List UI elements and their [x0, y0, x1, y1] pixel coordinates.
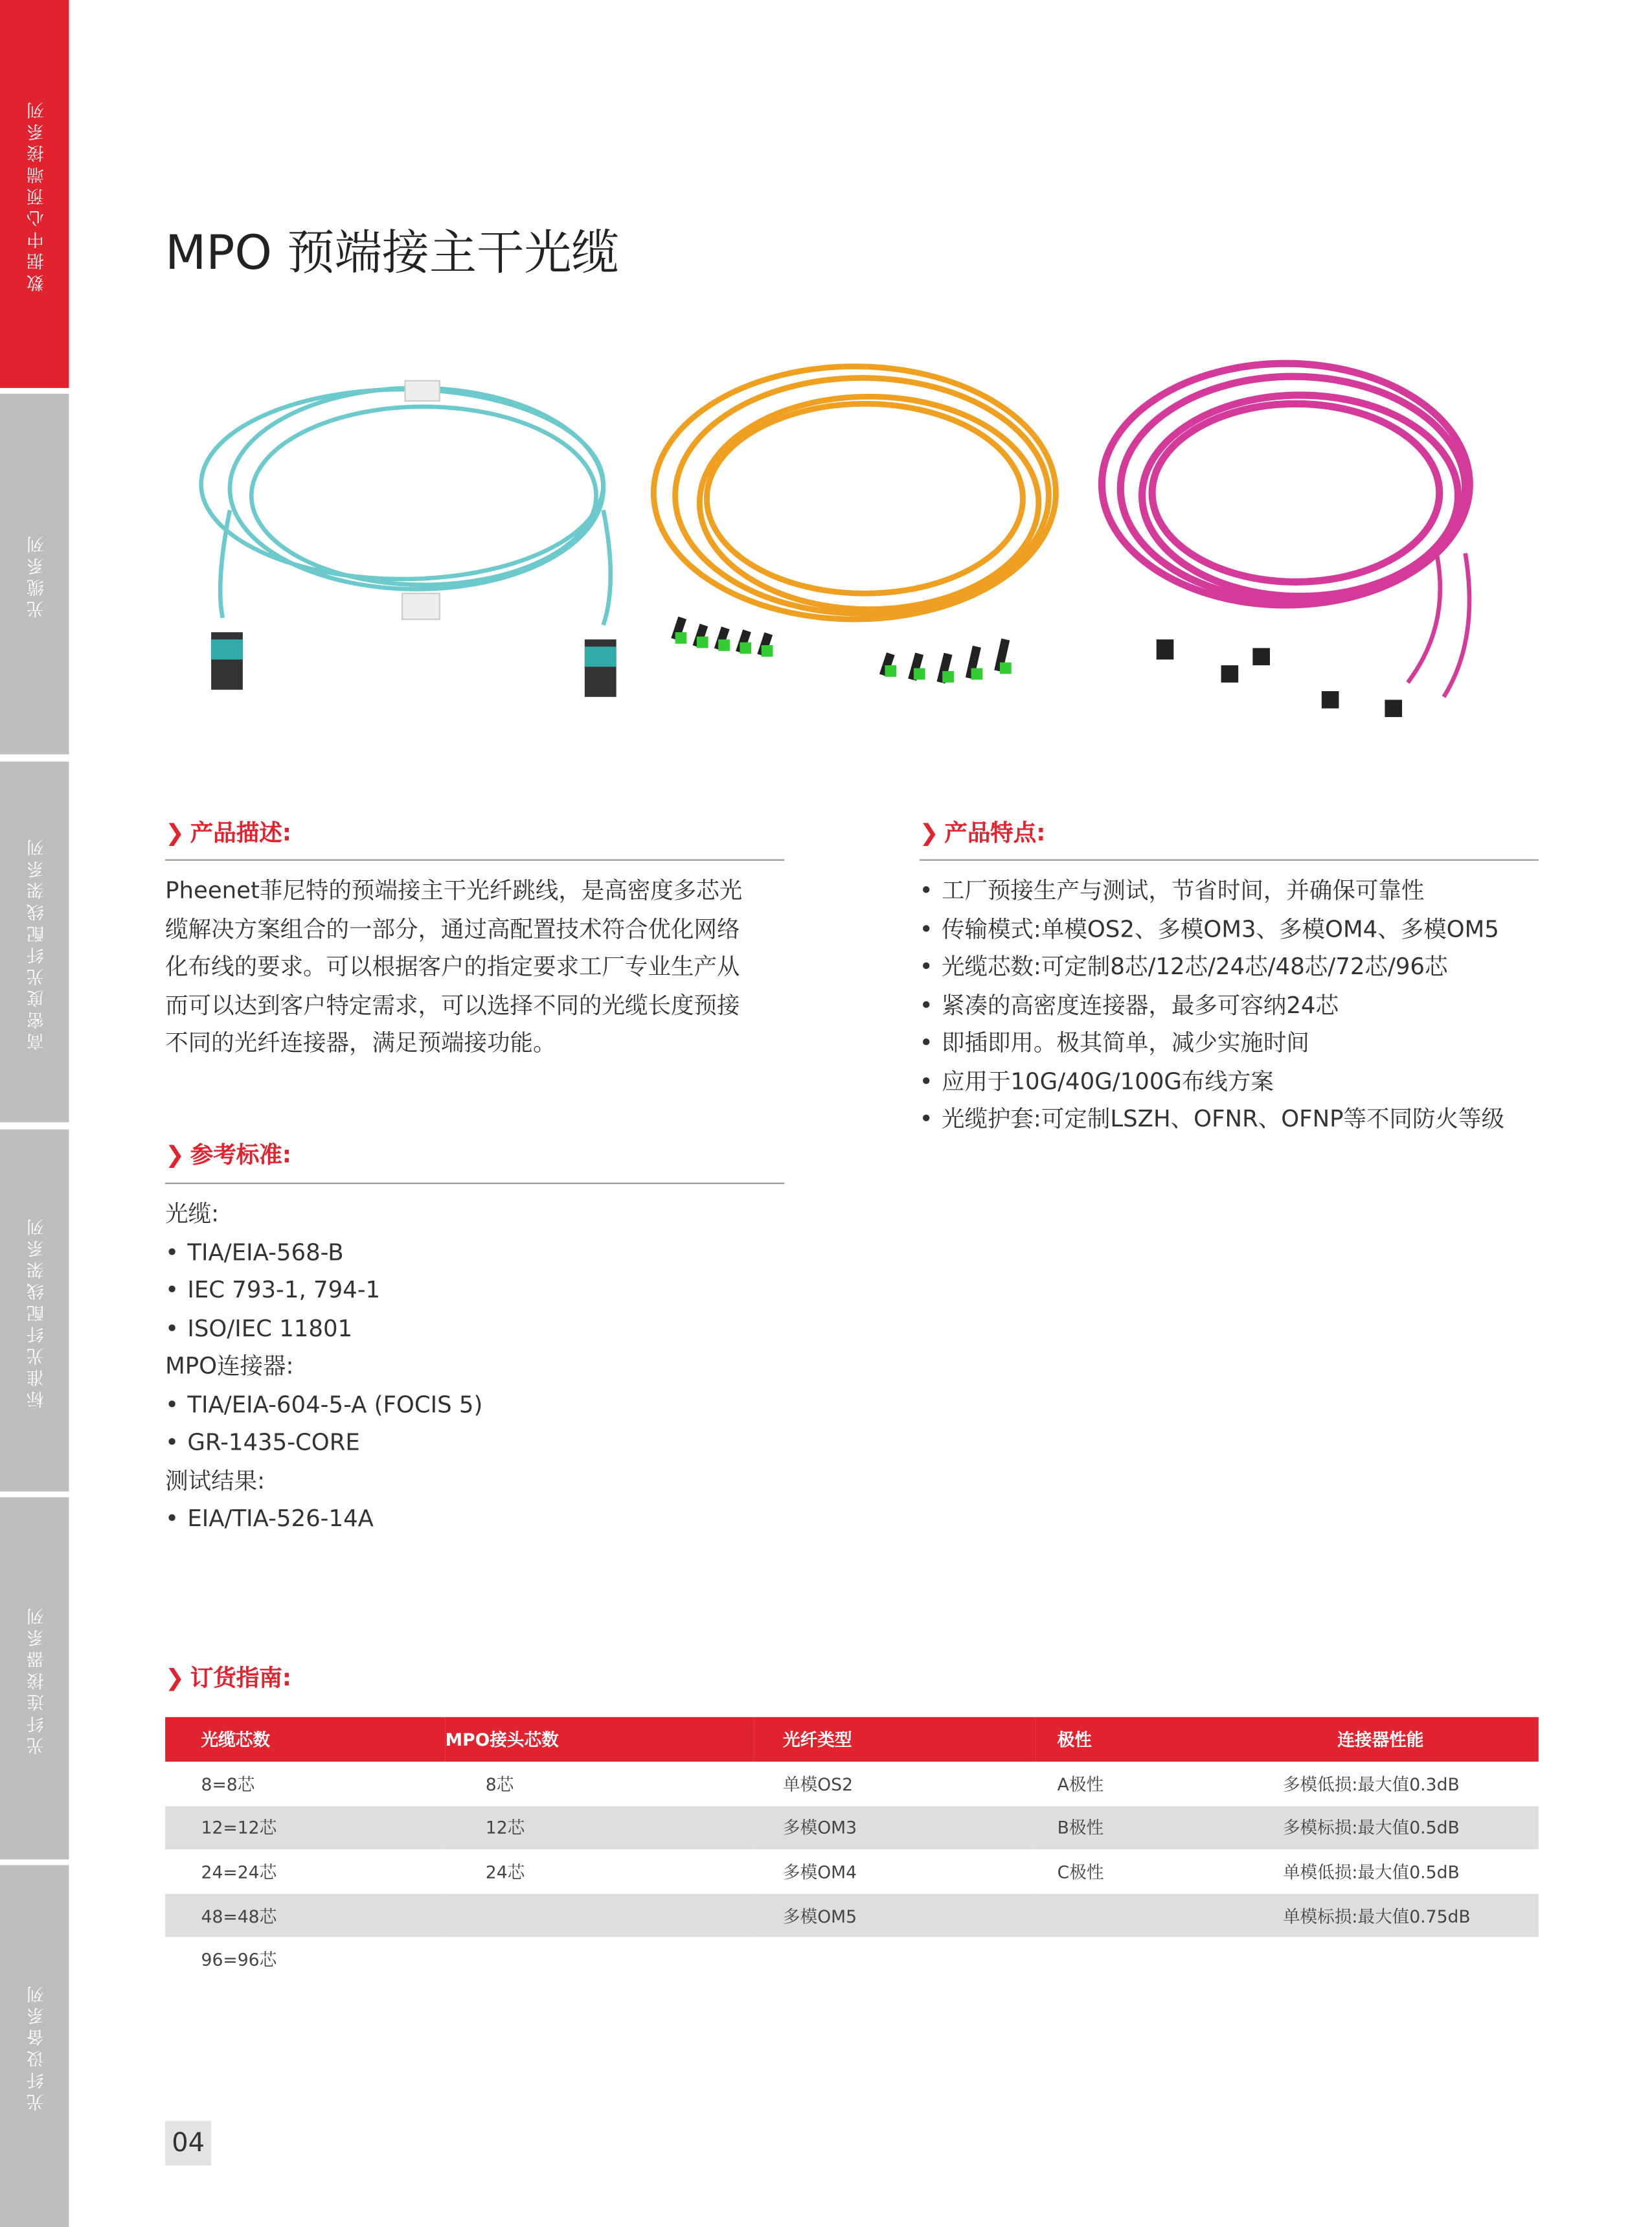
heading-text: 参考标准: — [190, 1141, 291, 1169]
table-cell: 多模OM3 — [754, 1806, 1036, 1850]
feature-item: • 光缆芯数:可定制8芯/12芯/24芯/48芯/72芯/96芯 — [920, 948, 1504, 987]
standard-item: • TIA/EIA-568-B — [165, 1233, 482, 1272]
heading-text: 产品特点: — [944, 819, 1046, 847]
description-line: Pheenet菲尼特的预端接主干光纤跳线，是高密度多芯光 — [165, 876, 743, 904]
table-row — [165, 1893, 1539, 1937]
table-cell — [1035, 1893, 1280, 1937]
page-title: MPO 预端接主干光缆 — [165, 224, 619, 280]
table-cell — [1035, 1937, 1280, 1981]
product-images — [187, 352, 1508, 733]
standard-item: • TIA/EIA-604-5-A (FOCIS 5) — [165, 1386, 482, 1424]
column-header: 光缆芯数 — [165, 1717, 446, 1762]
standards-group-label: MPO连接器: — [165, 1352, 294, 1380]
standard-item: • EIA/TIA-526-14A — [165, 1500, 482, 1538]
table-row — [165, 1762, 1539, 1806]
table-cell — [1280, 1937, 1539, 1981]
table-cell: 24芯 — [485, 1862, 525, 1882]
column-header: MPO接头芯数 — [446, 1717, 754, 1762]
sidebar-item-datacenter[interactable] — [0, 0, 69, 388]
table-cell: C极性 — [1057, 1862, 1104, 1882]
table-cell: 单模低损:最大值0.5dB — [1282, 1862, 1460, 1882]
chevron-right-icon: ❯ — [165, 1663, 185, 1691]
table-cell: 48=48芯 — [165, 1893, 446, 1937]
feature-item: • 工厂预接生产与测试，节省时间，并确保可靠性 — [920, 873, 1504, 911]
page-number: 04 — [165, 2121, 211, 2165]
description-text — [165, 873, 742, 1063]
table-cell: 多模OM4 — [782, 1862, 857, 1882]
features-list — [920, 873, 1504, 1139]
table-cell: 8=8芯 — [201, 1774, 255, 1795]
description-line: 化布线的要求。可以根据客户的指定要求工厂专业生产从 — [165, 952, 740, 980]
sidebar-item-connectors[interactable] — [0, 1497, 69, 1859]
description-line: 而可以达到客户特定需求，可以选择不同的光缆长度预接 — [165, 990, 740, 1018]
sidebar-label: 光纤设备系列 — [25, 1981, 45, 2111]
table-cell: 12=12芯 — [165, 1806, 446, 1850]
feature-item: • 光缆护套:可定制LSZH、OFNR、OFNP等不同防火等级 — [920, 1101, 1504, 1139]
sidebar-label: 光纤连接器系列 — [25, 1603, 45, 1754]
divider — [165, 860, 784, 861]
description-line: 不同的光纤连接器，满足预端接功能。 — [165, 1029, 556, 1056]
table-row — [165, 1937, 1539, 1981]
divider — [920, 860, 1539, 861]
feature-item: • 传输模式:单模OS2、多模OM3、多模OM4、多模OM5 — [920, 910, 1504, 948]
heading-text: 产品描述: — [190, 819, 291, 847]
standard-item: • GR-1435-CORE — [165, 1424, 482, 1462]
chevron-right-icon: ❯ — [919, 819, 939, 847]
feature-item: • 紧凑的高密度连接器，最多可容纳24芯 — [920, 987, 1504, 1025]
standard-item: • IEC 793-1, 794-1 — [165, 1272, 482, 1310]
table-header-row — [165, 1717, 1539, 1762]
table-cell: 多模低损:最大值0.3dB — [1282, 1774, 1460, 1795]
sidebar-item-equipment[interactable] — [0, 1865, 69, 2227]
table-cell: 24=24芯 — [201, 1862, 277, 1882]
chevron-right-icon: ❯ — [165, 819, 185, 847]
table-cell — [754, 1937, 1036, 1981]
standard-item: • ISO/IEC 11801 — [165, 1310, 482, 1348]
table-cell: 12芯 — [446, 1806, 754, 1850]
sidebar-label: 高密度光纤配线架系列 — [25, 834, 45, 1050]
table-cell — [446, 1937, 754, 1981]
column-header: 光纤类型 — [754, 1717, 1036, 1762]
orange-cable-image — [653, 367, 1056, 683]
table-cell: 96=96芯 — [201, 1950, 277, 1970]
column-header: 连接器性能 — [1280, 1717, 1539, 1762]
table-cell: 多模标损:最大值0.5dB — [1280, 1806, 1539, 1850]
table-row — [165, 1806, 1539, 1850]
chevron-right-icon: ❯ — [165, 1141, 185, 1169]
features-heading — [920, 815, 1046, 848]
sidebar-label: 数据中心预端接系列 — [25, 97, 45, 291]
standards-group-label: 测试结果: — [165, 1466, 266, 1494]
table-cell: 8芯 — [485, 1774, 514, 1795]
feature-item: • 即插即用。极其简单，减少实施时间 — [920, 1025, 1504, 1063]
standards-list — [165, 1196, 482, 1538]
table-row — [165, 1849, 1539, 1893]
table-cell: 单模OS2 — [782, 1774, 854, 1795]
sidebar-label: 光缆系列 — [25, 531, 45, 617]
sidebar-item-standard-odf[interactable] — [0, 1130, 69, 1492]
ordering-heading — [165, 1660, 291, 1693]
sidebar-label: 标准光纤配线架系列 — [25, 1213, 45, 1408]
standards-group-label: 光缆: — [165, 1200, 220, 1228]
description-line: 缆解决方案组合的一部分，通过高配置技术符合优化网络 — [165, 914, 740, 942]
sidebar-item-high-density-odf[interactable] — [0, 762, 69, 1123]
sidebar-item-cable[interactable] — [0, 394, 69, 755]
heading-text: 订货指南: — [190, 1663, 291, 1691]
feature-item: • 应用于10G/40G/100G布线方案 — [920, 1062, 1504, 1101]
divider — [165, 1183, 784, 1184]
table-cell: 多模OM5 — [754, 1893, 1036, 1937]
description-heading — [165, 815, 291, 848]
aqua-cable-image — [201, 381, 617, 697]
standards-heading — [165, 1137, 291, 1170]
table-cell: B极性 — [1035, 1806, 1280, 1850]
ordering-table — [165, 1717, 1539, 1981]
table-cell — [446, 1893, 754, 1937]
table-cell: 单模标损:最大值0.75dB — [1280, 1893, 1539, 1937]
magenta-cable-image — [1102, 363, 1469, 717]
table-cell: A极性 — [1057, 1774, 1104, 1795]
column-header: 极性 — [1035, 1717, 1280, 1762]
